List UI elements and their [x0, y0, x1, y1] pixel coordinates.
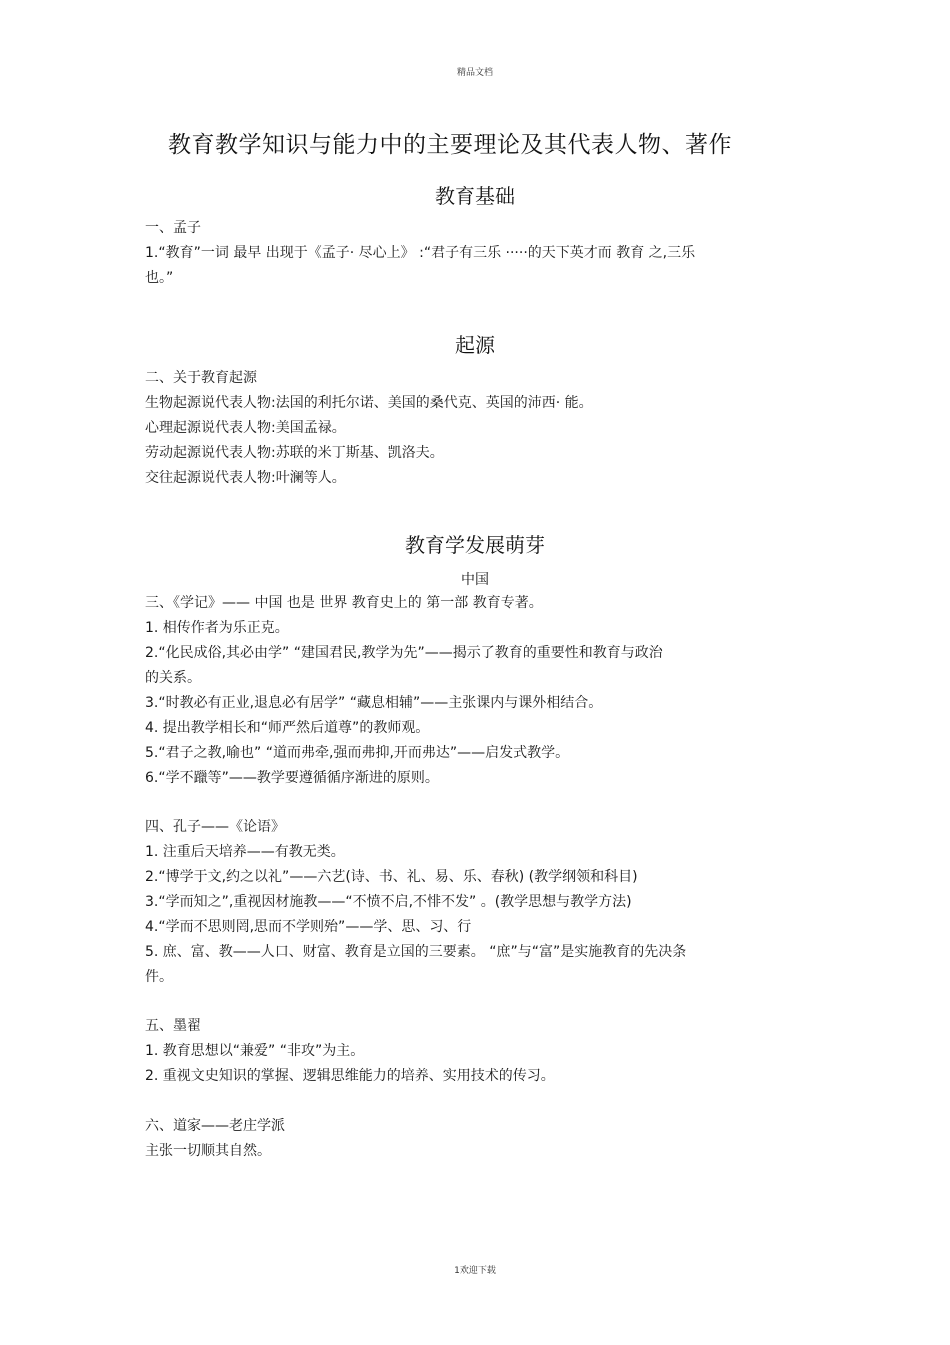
paragraph-line: 的关系。 [145, 670, 201, 686]
section-heading-foundation: 教育基础 [435, 184, 515, 208]
paragraph-line: 2.“化民成俗,其必由学” “建国君民,教学为先”——揭示了教育的重要性和教育与政治 [145, 645, 663, 661]
section-heading-pedagogy: 教育学发展萌芽 [405, 533, 545, 557]
page-footer: 1欢迎下载 [454, 1266, 496, 1276]
document-title: 教育教学知识与能力中的主要理论及其代表人物、著作 [168, 132, 732, 158]
page-header: 精品文档 [456, 68, 493, 78]
paragraph-line: 2. 重视文史知识的掌握、逻辑思维能力的培养、实用技术的传习。 [145, 1068, 555, 1084]
paragraph-line: 心理起源说代表人物:美国孟禄。 [145, 420, 346, 436]
paragraph-line: 3.“学而知之”,重视因材施教——“不愤不启,不悱不发” 。(教学思想与教学方法) [145, 894, 632, 910]
paragraph-line: 1. 教育思想以“兼爱” “非攻”为主。 [145, 1043, 365, 1059]
item-heading-confucius: 四、孔子——《论语》 [145, 819, 285, 835]
paragraph-line: 4. 提出教学相长和“师严然后道尊”的教师观。 [145, 720, 430, 736]
paragraph-line: 5.“君子之教,喻也” “道而弗牵,强而弗抑,开而弗达”——启发式教学。 [145, 745, 570, 761]
paragraph-line: 生物起源说代表人物:法国的利托尔诺、美国的桑代克、英国的沛西· 能。 [145, 395, 593, 411]
paragraph-line: 也。” [145, 270, 174, 286]
item-heading-origin: 二、关于教育起源 [145, 370, 257, 386]
section-heading-origin: 起源 [455, 333, 495, 357]
item-heading-taoism: 六、道家——老庄学派 [145, 1118, 285, 1134]
paragraph-line: 交往起源说代表人物:叶澜等人。 [145, 470, 346, 486]
item-heading-mencius: 一、孟子 [145, 220, 201, 236]
paragraph-line: 件。 [145, 969, 173, 985]
paragraph-line: 1. 相传作者为乐正克。 [145, 620, 289, 636]
paragraph-line: 2.“博学于文,约之以礼”——六艺(诗、书、礼、易、乐、春秋) (教学纲领和科目) [145, 869, 638, 885]
paragraph-line: 4.“学而不思则罔,思而不学则殆”——学、思、习、行 [145, 919, 472, 935]
subheading-china: 中国 [461, 572, 489, 588]
paragraph-line: 3.“时教必有正业,退息必有居学” “藏息相辅”——主张课内与课外相结合。 [145, 695, 603, 711]
paragraph-line: 劳动起源说代表人物:苏联的米丁斯基、凯洛夫。 [145, 445, 444, 461]
paragraph-line: 1.“教育”一词 最早 出现于《孟子· 尽心上》 :“君子有三乐 ·····的天下英才而 教育 之,三乐 [145, 245, 696, 261]
paragraph-line: 1. 注重后天培养——有教无类。 [145, 844, 345, 860]
paragraph-line: 5. 庶、富、教——人口、财富、教育是立国的三要素。 “庶”与“富”是实施教育的先决条 [145, 944, 687, 960]
paragraph-line: 6.“学不躐等”——教学要遵循循序渐进的原则。 [145, 770, 439, 786]
item-heading-xueji: 三、《学记》—— 中国 也是 世界 教育史上的 第一部 教育专著。 [145, 595, 543, 611]
item-heading-mozi: 五、墨翟 [145, 1018, 201, 1034]
paragraph-line: 主张一切顺其自然。 [145, 1143, 271, 1159]
